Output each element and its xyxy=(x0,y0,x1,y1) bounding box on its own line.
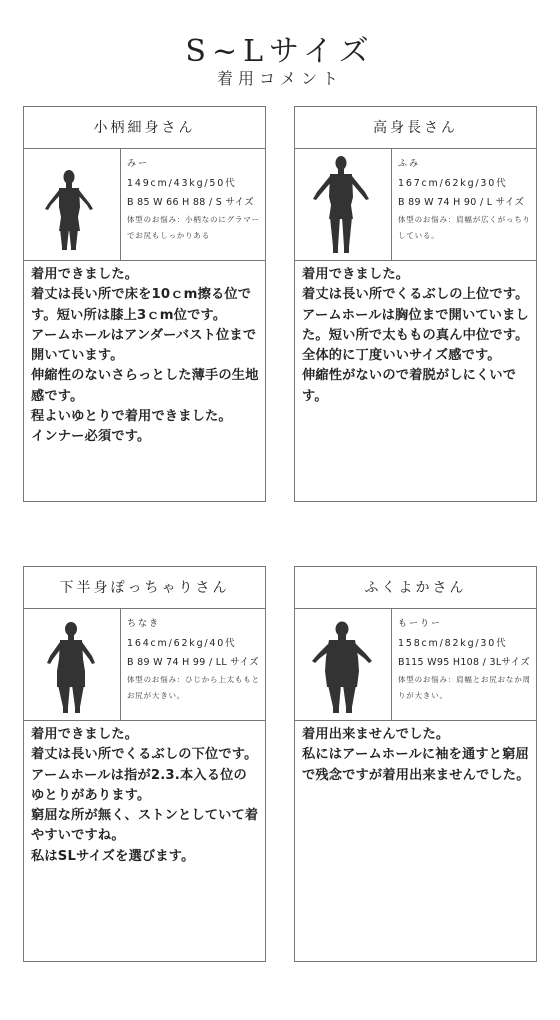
model-worry: 体型のお悩み：ひじから上太ももとお尻が大きい。 xyxy=(127,675,260,700)
page-title: S~Lサイズ xyxy=(185,34,375,69)
body-silhouette-icon xyxy=(295,149,392,260)
model-info xyxy=(398,615,532,704)
wear-comment: 着用できました。 着丈は長い所でくるぶしの下位です。 アームホールは指が2.3.本入る位のゆとりがあります。 窮屈な所が無く、ストンとしていて着やすいですね。 私はSLサイズを選びます。 xyxy=(31,727,259,864)
model-info xyxy=(398,155,532,244)
wear-comment: 着用できました。 着丈は長い所でくるぶしの上位です。 アームホールは胸位まで開いていました。短い所で太ももの真ん中位です。 全体的に丁度いいサイズ感です。 伸縮性がないので着脱がしにくいです。 xyxy=(302,267,529,404)
model-info xyxy=(127,615,261,704)
model-stats: 158cm/82kg/30代 xyxy=(398,638,508,649)
body-silhouette-icon xyxy=(295,609,392,720)
model-stats: 149cm/43kg/50代 xyxy=(127,178,237,189)
page-subtitle: 着用コメント xyxy=(216,69,343,88)
figure-panel xyxy=(295,149,392,260)
model-worry: 体型のお悩み：肩幅とお尻おなか周りが大きい。 xyxy=(398,675,531,700)
model-nickname: ちなき xyxy=(127,619,161,629)
model-profile xyxy=(24,149,265,261)
model-nickname: もーりー xyxy=(398,619,443,629)
model-measurements: B 85 W 66 H 88 / S サイズ xyxy=(127,197,255,208)
model-measurements: B115 W95 H108 / 3Lサイズ xyxy=(398,657,531,668)
wear-comment: 着用できました。 着丈は長い所で床を10ｃm擦る位です。短い所は膝上3ｃm位です。 アームホールはアンダーバスト位まで開いています。 伸縮性のないさらっとした薄手の生地感です。 程よいゆとりで着用できました。 インナー必須です。 xyxy=(31,267,259,445)
model-card-petite xyxy=(23,106,266,502)
figure-panel xyxy=(295,609,392,720)
model-worry: 体型のお悩み：肩幅が広くがっちりしている。 xyxy=(398,215,531,240)
model-stats: 164cm/62kg/40代 xyxy=(127,638,237,649)
figure-panel xyxy=(24,149,121,260)
model-card-tall xyxy=(294,106,537,502)
model-measurements: B 89 W 74 H 90 / L サイズ xyxy=(398,197,525,208)
model-info xyxy=(127,155,261,244)
body-silhouette-icon xyxy=(24,149,121,260)
model-nickname: ふみ xyxy=(398,159,421,169)
wear-comment: 着用出来ませんでした。 私にはアームホールに袖を通すと窮屈で残念ですが着用出来ませんでした。 xyxy=(302,727,530,783)
model-nickname: みー xyxy=(127,159,150,169)
model-card-plump xyxy=(294,566,537,962)
model-profile xyxy=(24,609,265,721)
model-stats: 167cm/62kg/30代 xyxy=(398,178,508,189)
body-type-title: ふくよかさん xyxy=(295,567,536,609)
model-worry: 体型のお悩み：小柄なのにグラマーでお尻もしっかりある xyxy=(127,215,260,240)
model-card-curvy-lower xyxy=(23,566,266,962)
model-profile xyxy=(295,609,536,721)
body-type-title: 下半身ぽっちゃりさん xyxy=(24,567,265,609)
body-type-title: 高身長さん xyxy=(295,107,536,149)
model-profile xyxy=(295,149,536,261)
model-measurements: B 89 W 74 H 99 / LL サイズ xyxy=(127,657,259,668)
body-silhouette-icon xyxy=(24,609,121,720)
body-type-title: 小柄細身さん xyxy=(24,107,265,149)
figure-panel xyxy=(24,609,121,720)
